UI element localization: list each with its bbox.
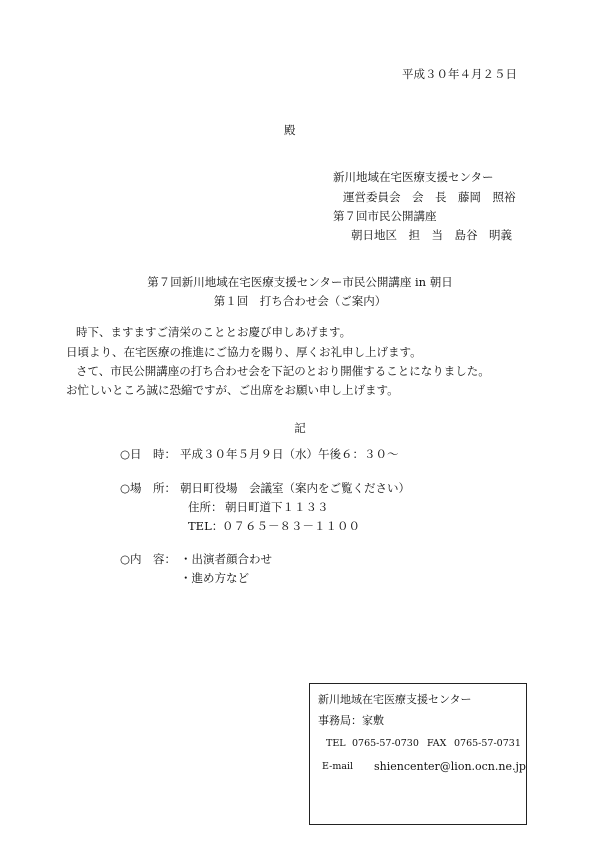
content-item: ・出演者顔合わせ [180, 552, 272, 566]
contact-office: 事務局：家敷 [318, 714, 384, 727]
tel-label: TEL： [188, 519, 224, 533]
contact-email-label: E-mail [322, 761, 354, 772]
contact-fax: 0765-57-0731 [454, 738, 521, 749]
contact-tel: 0765-57-0730 [352, 738, 419, 749]
sender-coordinator: 朝日地区 担 当 島谷 明義 [351, 228, 512, 242]
place-value: 朝日町役場 会議室（案内をご覧ください） [180, 481, 410, 495]
ki-heading: 記 [294, 421, 306, 435]
sender-org: 新川地域在宅医療支援センター [333, 170, 494, 184]
contact-org: 新川地域在宅医療支援センター [318, 693, 472, 706]
content-item: ・進め方など [180, 571, 249, 585]
place-label: ○場 所： [120, 481, 177, 495]
contact-fax-label: FAX [427, 738, 447, 749]
title-line-1: 第７回新川地域在宅医療支援センター市民公開講座 in 朝日 [147, 275, 453, 289]
sender-chair: 運営委員会 会 長 藤岡 照裕 [343, 190, 516, 204]
tel-value: ０７６５－８３－１１００ [222, 519, 360, 533]
datetime-value: 平成３０年５月９日（水）午後６：３０～ [180, 447, 399, 461]
address-value: 朝日町道下１１３３ [225, 500, 329, 514]
addressee-honorific: 殿 [284, 123, 296, 137]
body-paragraph: お忙しいところ誠に恐縮ですが、ご出席をお願い申し上げます。 [66, 383, 399, 397]
body-paragraph: 日頃より、在宅医療の推進にご協力を賜り、厚くお礼申し上げます。 [66, 345, 422, 359]
datetime-label: ○日 時： [120, 447, 177, 461]
contact-email: shiencenter@lion.ocn.ne.jp [374, 760, 526, 773]
document-date: 平成３０年４月２５日 [402, 67, 517, 81]
body-paragraph: 時下、ますますご清栄のこととお慶び申しあげます。 [76, 325, 352, 339]
title-line-2: 第１回 打ち合わせ会（ご案内） [213, 294, 387, 308]
sender-event: 第７回市民公開講座 [333, 209, 437, 223]
contact-box [309, 683, 527, 825]
address-label: 住所： [188, 500, 223, 514]
content-label: ○内 容： [120, 552, 177, 566]
body-paragraph: さて、市民公開講座の打ち合わせ会を下記のとおり開催することになりました。 [76, 364, 490, 378]
contact-tel-label: TEL [326, 738, 346, 749]
